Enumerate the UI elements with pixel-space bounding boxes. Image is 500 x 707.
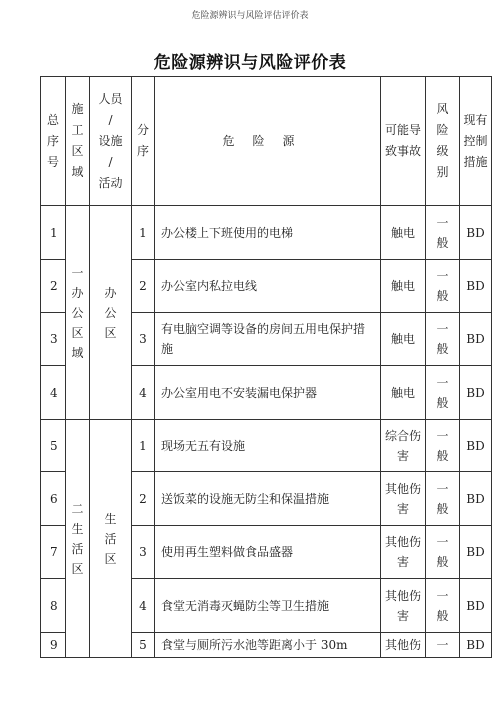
- header-row: [41, 77, 492, 206]
- risk-level-cell: 一般: [426, 526, 460, 579]
- control-cell: BD: [460, 313, 492, 366]
- control-cell: BD: [460, 472, 492, 526]
- total-no-cell: 5: [41, 420, 66, 472]
- control-cell: BD: [460, 579, 492, 633]
- col-risk-level: 风险级别: [426, 77, 460, 206]
- col-hazard: 危险源: [155, 77, 381, 206]
- sub-no-cell: 1: [132, 206, 155, 260]
- hazard-cell: 送饭菜的设施无防尘和保温措施: [155, 472, 381, 526]
- table-row: [41, 206, 492, 260]
- accident-cell: 触电: [381, 366, 426, 420]
- page-title: 危险源辨识与风险评价表: [153, 53, 347, 73]
- risk-level-cell: 一般: [426, 420, 460, 472]
- col-control: 现有控制措施: [460, 77, 492, 206]
- total-no-cell: 4: [41, 366, 66, 420]
- control-cell: BD: [460, 366, 492, 420]
- col-accident: 可能导致事故: [381, 77, 426, 206]
- hazard-cell: 办公室用电不安装漏电保护器: [155, 366, 381, 420]
- control-cell: BD: [460, 206, 492, 260]
- col-area: 施工区域: [66, 77, 90, 206]
- risk-table: [40, 76, 492, 658]
- total-no-cell: 6: [41, 472, 66, 526]
- accident-cell: 其他伤害: [381, 472, 426, 526]
- col-sub-no: 分序: [132, 77, 155, 206]
- risk-level-cell: 一般: [426, 579, 460, 633]
- hazard-cell: 现场无五有设施: [155, 420, 381, 472]
- personnel-cell: 办公区: [90, 206, 132, 420]
- sub-no-cell: 4: [132, 366, 155, 420]
- hazard-cell: 食堂无消毒灭蝇防尘等卫生措施: [155, 579, 381, 633]
- control-cell: BD: [460, 260, 492, 313]
- risk-level-cell: 一般: [426, 206, 460, 260]
- accident-cell: 其他伤: [381, 633, 426, 658]
- sub-no-cell: 1: [132, 420, 155, 472]
- hazard-cell: 有电脑空调等设备的房间五用电保护措施: [155, 313, 381, 366]
- sub-no-cell: 2: [132, 260, 155, 313]
- col-personnel: 人员 / 设施 / 活动: [90, 77, 132, 206]
- control-cell: BD: [460, 633, 492, 658]
- accident-cell: 其他伤害: [381, 579, 426, 633]
- table-row: [41, 420, 492, 472]
- sub-no-cell: 4: [132, 579, 155, 633]
- personnel-cell: 生活区: [90, 420, 132, 658]
- accident-cell: 综合伤害: [381, 420, 426, 472]
- hazard-cell: 食堂与厕所污水池等距离小于 30m: [155, 633, 381, 658]
- accident-cell: 触电: [381, 260, 426, 313]
- sub-no-cell: 3: [132, 526, 155, 579]
- total-no-cell: 9: [41, 633, 66, 658]
- area-cell: 二生活区: [66, 420, 90, 658]
- risk-level-cell: 一般: [426, 260, 460, 313]
- page-header: 危险源辨识与风险评估评价表: [191, 11, 309, 21]
- sub-no-cell: 5: [132, 633, 155, 658]
- hazard-cell: 办公室内私拉电线: [155, 260, 381, 313]
- total-no-cell: 1: [41, 206, 66, 260]
- area-cell: 一办公区域: [66, 206, 90, 420]
- risk-level-cell: 一般: [426, 313, 460, 366]
- control-cell: BD: [460, 526, 492, 579]
- risk-level-cell: 一: [426, 633, 460, 658]
- control-cell: BD: [460, 420, 492, 472]
- risk-level-cell: 一般: [426, 472, 460, 526]
- accident-cell: 触电: [381, 313, 426, 366]
- total-no-cell: 7: [41, 526, 66, 579]
- total-no-cell: 3: [41, 313, 66, 366]
- col-total-no: 总序号: [41, 77, 66, 206]
- risk-level-cell: 一般: [426, 366, 460, 420]
- hazard-cell: 使用再生塑料做食品盛器: [155, 526, 381, 579]
- sub-no-cell: 3: [132, 313, 155, 366]
- accident-cell: 触电: [381, 206, 426, 260]
- sub-no-cell: 2: [132, 472, 155, 526]
- accident-cell: 其他伤害: [381, 526, 426, 579]
- total-no-cell: 2: [41, 260, 66, 313]
- total-no-cell: 8: [41, 579, 66, 633]
- hazard-cell: 办公楼上下班使用的电梯: [155, 206, 381, 260]
